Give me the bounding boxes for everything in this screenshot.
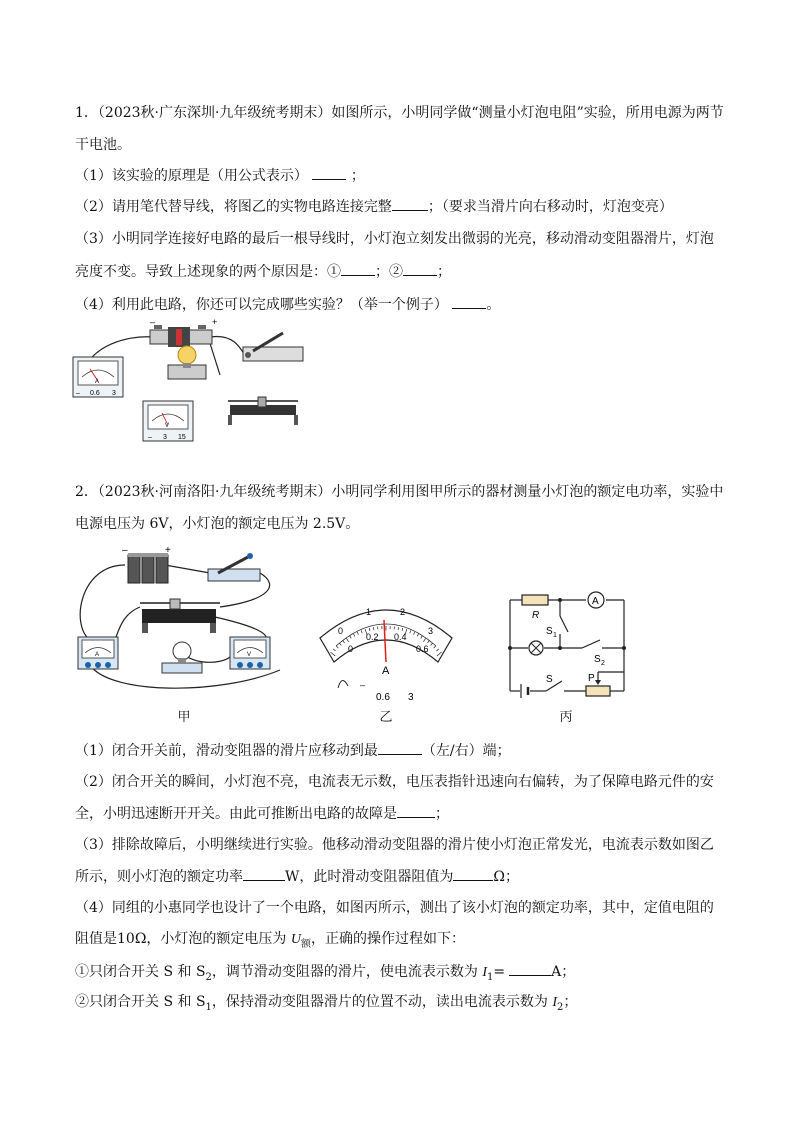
q2-sub2-blank[interactable] — [397, 803, 435, 818]
yi-terminal-minus: – — [360, 680, 366, 690]
q2-sub3-line1: （3）排除故障后，小明继续进行实验。他移动滑动变阻器的滑片使小灯泡正常发光，电流表示数如图乙 — [75, 837, 714, 853]
yi-inner-tick-02: 0.2 — [366, 632, 379, 642]
q2-sub3-mid: W，此时滑动变阻器阻值为 — [285, 869, 454, 885]
q2-step2-i: I — [552, 995, 558, 1010]
q1-ammeter-tick-06: 0.6 — [90, 390, 100, 397]
yi-inner-tick-0: 0 — [348, 644, 354, 654]
switch-icon — [208, 553, 260, 581]
q1-voltmeter-tick-3: 3 — [163, 434, 167, 441]
q2-sub4-line1: （4）同组的小惠同学也设计了一个电路，如图丙所示，测出了该小灯泡的额定功率，其中，定值电阻的 — [75, 900, 714, 916]
q2-step2 — [75, 992, 577, 1018]
q1-battery-minus: – — [150, 317, 156, 327]
q2-sub3-line2 — [75, 866, 519, 887]
q1-sub2-text: （2）请用笔代替导线，将图乙的实物电路连接完整 — [75, 199, 392, 215]
q2-sub3-blank2[interactable] — [453, 866, 493, 881]
q2-step1-sub: 2 — [205, 971, 212, 983]
q2-step1 — [75, 961, 575, 988]
q1-sub2-end: ；（要求当滑片向右移动时，灯泡变亮） — [427, 199, 673, 215]
q1-stem-line2: 干电池。 — [75, 137, 131, 153]
bing-label-S2-sub: 2 — [601, 660, 605, 667]
q2-jia-minus: – — [122, 545, 128, 556]
q2-sub1-blank[interactable] — [378, 740, 422, 755]
q2-figure-yi-meter — [316, 588, 456, 706]
q2-step1-i: I — [482, 965, 488, 980]
bing-label-S1: S — [546, 626, 553, 637]
yi-outer-tick-2: 2 — [400, 607, 406, 617]
yi-unit: A — [382, 665, 390, 677]
q1-sub3-mid: ；② — [375, 264, 403, 280]
rheostat-icon — [228, 397, 298, 425]
q2-step1-eq: = — [493, 964, 506, 980]
yi-outer-tick-0: 0 — [338, 626, 344, 636]
q1-voltmeter-tick-15: 15 — [178, 434, 186, 441]
q1-ammeter-tick-3: 3 — [112, 390, 116, 397]
battery-icon — [150, 325, 212, 347]
q2-figure-bing-circuit — [500, 584, 640, 704]
q1-sub3-blank2[interactable] — [403, 261, 437, 276]
q2-sub3-text: 所示，则小灯泡的额定功率 — [75, 869, 243, 885]
q2-sub2-end: ； — [435, 806, 449, 822]
q1-sub1-end: ； — [350, 168, 365, 184]
rheostat-icon — [140, 599, 220, 633]
caption-bing: 丙 — [559, 710, 573, 725]
bing-label-S1-sub: 1 — [553, 632, 557, 639]
q2-sub2-line2 — [75, 803, 449, 824]
q2-step1-blank[interactable] — [509, 961, 551, 976]
q1-sub4-text: （4）利用此电路，你还可以完成哪些实验？（举一个例子） — [75, 297, 448, 313]
q1-sub3-line1: （3）小明同学连接好电路的最后一根导线时，小灯泡立刻发出微弱的光亮，移动滑动变阻器滑片，灯泡 — [75, 231, 714, 247]
q2-stem-line2: 电源电压为 6V，小灯泡的额定电压为 2.5V。 — [75, 516, 360, 532]
slider-arrow-icon — [595, 680, 601, 685]
battery-pack-icon — [128, 553, 168, 583]
q1-sub1-blank[interactable] — [312, 165, 346, 180]
yi-inner-tick-06: 0.6 — [416, 644, 429, 654]
bing-label-A: A — [592, 596, 599, 607]
q1-sub1-text: （1）该实验的原理是（用公式表示） — [75, 168, 308, 184]
q2-figure-jia — [70, 545, 300, 705]
switch-icon — [243, 333, 303, 361]
bing-label-S2: S — [594, 654, 601, 665]
q2-step1-text: ①只闭合开关 S 和 S — [75, 964, 206, 980]
q1-voltmeter-letter: V — [165, 423, 170, 429]
q1-sub4-end: 。 — [486, 297, 501, 313]
q1-sub3-line2 — [75, 261, 451, 282]
q1-stem-line1: 1．（2023秋·广东深圳·九年级统考期末）如图所示，小明同学做“测量小灯泡电阻”实验，所用电源为两节 — [75, 105, 724, 121]
bulb-icon — [162, 642, 202, 673]
caption-jia: 甲 — [177, 710, 191, 725]
yi-outer-tick-3: 3 — [428, 626, 434, 636]
yi-outer-tick-1: 1 — [366, 607, 372, 617]
q2-step2-mid: ，保持滑动变阻器滑片的位置不动，读出电流表示数为 — [211, 994, 553, 1010]
bing-label-P: P — [588, 673, 595, 684]
q1-sub3-blank1[interactable] — [341, 261, 375, 276]
q1-ammeter-letter: A — [95, 379, 100, 385]
q1-sub3-end: ； — [437, 264, 451, 280]
q2-step1-mid: ，调节滑动变阻器的滑片，使电流表示数为 — [211, 964, 483, 980]
q2-step1-i-sub: 1 — [487, 971, 494, 983]
q2-step1-end: A； — [551, 964, 576, 980]
q2-step2-end: ； — [563, 994, 578, 1010]
q2-sub4-line2 — [75, 929, 465, 955]
q2-sub1-text: （1）闭合开关前，滑动变阻器的滑片应移动到最 — [75, 743, 378, 759]
q1-circuit-figure — [68, 315, 308, 445]
q1-sub2 — [75, 196, 673, 217]
q1-sub4 — [75, 294, 500, 315]
bing-label-S: S — [546, 674, 553, 685]
q2-stem-line1: 2．（2023秋·河南洛阳·九年级统考期末）小明同学利用图甲所示的器材测量小灯泡的额定电功率，实验中 — [75, 484, 724, 500]
bulb-icon — [168, 346, 206, 379]
q2-sub2-line1: （2）闭合开关的瞬间，小灯泡不亮，电流表无示数，电压表指针迅速向右偏转，为了保障电路元件的安 — [75, 774, 714, 790]
yi-terminal-3: 3 — [408, 692, 414, 703]
q1-battery-plus: + — [212, 317, 218, 327]
q2-sub4-text: 阻值是10Ω，小灯泡的额定电压为 — [75, 931, 287, 947]
q2-sub4-u-sub: 额 — [301, 938, 311, 950]
q2-jia-plus: + — [165, 545, 171, 556]
q1-sub4-blank[interactable] — [452, 294, 486, 309]
q1-ammeter-tick-minus: – — [76, 390, 80, 397]
q1-sub2-blank[interactable] — [392, 196, 428, 211]
q2-sub4-u: U — [290, 932, 301, 947]
q2-sub4-end: ，正确的操作过程如下： — [311, 931, 465, 947]
caption-yi: 乙 — [379, 710, 393, 725]
q2-jia-ammeter-letter: A — [95, 652, 100, 658]
q2-step2-sub: 1 — [205, 1001, 212, 1013]
q2-sub2-text: 全，小明迅速断开开关。由此可推断出电路的故障是 — [75, 806, 397, 822]
q1-sub1 — [75, 165, 365, 186]
q2-sub3-blank1[interactable] — [243, 866, 285, 881]
bing-label-R: R — [532, 610, 540, 621]
q2-step2-text: ②只闭合开关 S 和 S — [75, 994, 206, 1010]
q2-sub3-end: Ω； — [493, 869, 519, 885]
yi-terminal-06: 0.6 — [376, 692, 390, 703]
q2-step2-i-sub: 2 — [557, 1001, 564, 1013]
q1-voltmeter-tick-minus: – — [148, 434, 152, 441]
q2-sub1 — [75, 740, 511, 761]
yi-inner-tick-04: 0.4 — [394, 632, 407, 642]
q2-sub1-end: （左/右）端； — [421, 743, 511, 759]
q2-jia-voltmeter-letter: V — [247, 652, 252, 658]
q1-sub3-text: 亮度不变。导致上述现象的两个原因是：① — [75, 264, 341, 280]
